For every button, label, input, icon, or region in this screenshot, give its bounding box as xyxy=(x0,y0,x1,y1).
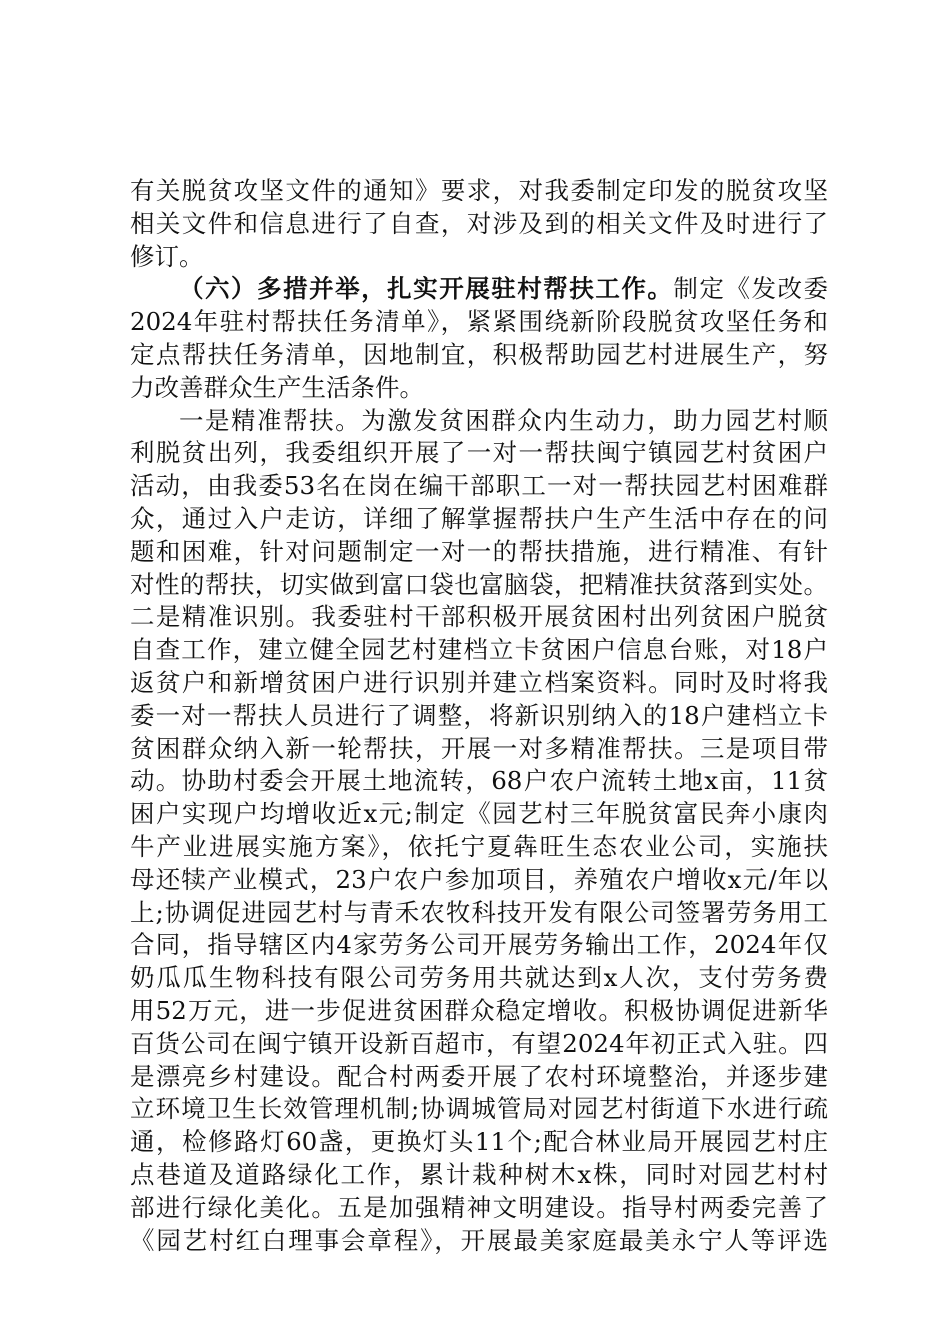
text-line: 一是精准帮扶。为激发贫困群众内生动力，助力园艺村顺 xyxy=(179,405,828,435)
text-line: 百货公司在闽宁镇开设新百超市，有望2024年初正式入驻。四 xyxy=(130,1028,828,1058)
paragraph-1 xyxy=(130,175,828,273)
text-line: 用52万元，进一步促进贫困群众稳定增收。积极协调促进新华 xyxy=(130,995,828,1025)
text-line: 通，检修路灯60盏，更换灯头11个;配合林业局开展园艺村庄 xyxy=(130,1127,828,1157)
text-line: 众，通过入户走访，详细了解掌握帮扶户生产生活中存在的问 xyxy=(130,503,828,533)
text-line: 上;协调促进园艺村与青禾农牧科技开发有限公司签署劳务用工 xyxy=(130,897,828,927)
text-line: 点巷道及道路绿化工作，累计栽种树木x株，同时对园艺村村 xyxy=(130,1159,828,1189)
text-line: 题和困难，针对问题制定一对一的帮扶措施，进行精准、有针 xyxy=(130,536,828,566)
text-line: 立环境卫生长效管理机制;协调城管局对园艺村街道下水进行疏 xyxy=(130,1094,828,1124)
text-line: 《园艺村红白理事会章程》，开展最美家庭最美永宁人等评选 xyxy=(130,1225,828,1255)
text-line: 定点帮扶任务清单，因地制宜，积极帮助园艺村进展生产，努 xyxy=(130,339,828,369)
paragraph-2 xyxy=(130,273,828,404)
text-line: 二是精准识别。我委驻村干部积极开展贫困村出列贫困户脱贫 xyxy=(130,602,828,632)
text-segment: 制定《发改委 xyxy=(673,274,829,304)
text-line: 动。协助村委会开展土地流转，68户农户流转土地x亩，11贫 xyxy=(130,766,828,796)
text-line: 有关脱贫攻坚文件的通知》要求，对我委制定印发的脱贫攻坚 xyxy=(130,176,828,205)
text-line: 部进行绿化美化。五是加强精神文明建设。指导村两委完善了 xyxy=(130,1192,828,1222)
paragraph-3 xyxy=(130,405,828,1258)
section-heading: （六）多措并举，扎实开展驻村帮扶工作。 xyxy=(179,274,674,304)
text-line xyxy=(130,273,828,306)
text-line: 力改善群众生产生活条件。 xyxy=(130,372,424,402)
text-line: 活动，由我委53名在岗在编干部职工一对一帮扶园艺村困难群 xyxy=(130,471,828,501)
text-line: 对性的帮扶，切实做到富口袋也富脑袋，把精准扶贫落到实处。 xyxy=(130,569,828,599)
text-line: 困户实现户均增收近x元;制定《园艺村三年脱贫富民奔小康肉 xyxy=(130,799,828,829)
text-line: 牛产业进展实施方案》，依托宁夏犇旺生态农业公司，实施扶 xyxy=(130,831,828,861)
text-line: 自查工作，建立健全园艺村建档立卡贫困户信息台账，对18户 xyxy=(130,635,828,665)
text-line: 奶瓜瓜生物科技有限公司劳务用共就达到x人次，支付劳务费 xyxy=(130,963,828,993)
text-line: 返贫户和新增贫困户进行识别并建立档案资料。同时及时将我 xyxy=(130,667,828,697)
text-line: 利脱贫出列，我委组织开展了一对一帮扶闽宁镇园艺村贫困户 xyxy=(130,438,828,468)
text-line: 相关文件和信息进行了自查，对涉及到的相关文件及时进行了 xyxy=(130,208,828,238)
text-line: 2024年驻村帮扶任务清单》，紧紧围绕新阶段脱贫攻坚任务和 xyxy=(130,307,828,337)
text-line: 是漂亮乡村建设。配合村两委开展了农村环境整治，并逐步建 xyxy=(130,1061,828,1091)
text-line: 贫困群众纳入新一轮帮扶，开展一对多精准帮扶。三是项目带 xyxy=(130,733,828,763)
text-line: 修订。 xyxy=(130,241,204,271)
document-page xyxy=(130,175,828,1257)
text-line: 委一对一帮扶人员进行了调整，将新识别纳入的18户建档立卡 xyxy=(130,700,828,730)
text-line: 合同，指导辖区内4家劳务公司开展劳务输出工作，2024年仅 xyxy=(130,930,828,960)
text-line: 母还犊产业模式，23户农户参加项目，养殖农户增收x元/年以 xyxy=(130,864,828,894)
